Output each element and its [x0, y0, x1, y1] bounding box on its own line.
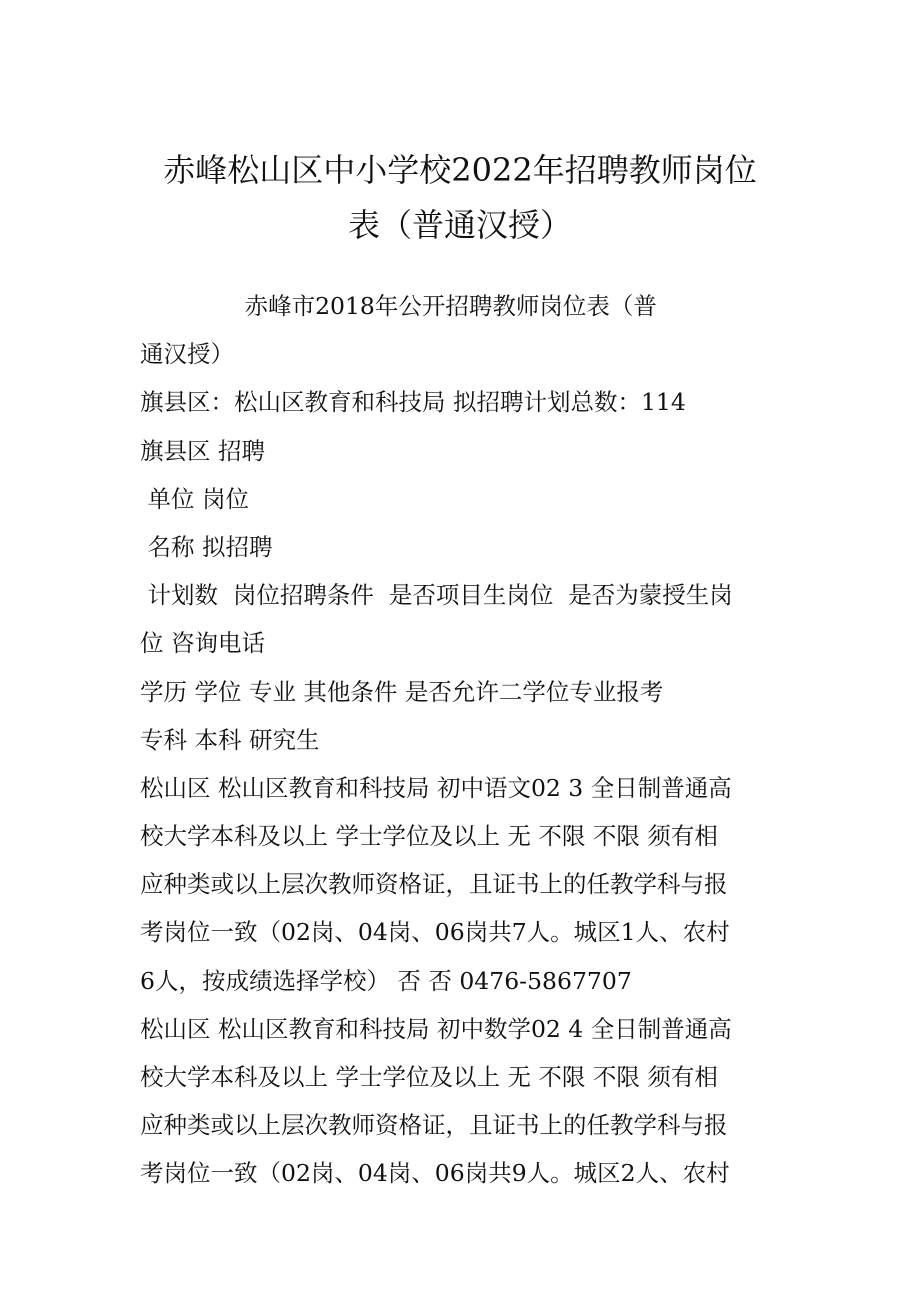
body-text-line: 校大学本科及以上 学士学位及以上 无 不限 不限 须有相 [140, 1063, 718, 1091]
body-text-line: 旗县区 招聘 [140, 436, 265, 465]
body-text-line: 校大学本科及以上 学士学位及以上 无 不限 不限 须有相 [140, 822, 718, 851]
body-text-line: 松山区 松山区教育和科技局 初中语文02 3 全日制普通高 [140, 773, 732, 802]
body-text-line: 6人，按成绩选择学校） 否 否 0476-5867707 [140, 966, 632, 995]
body-text-line: 应种类或以上层次教师资格证，且证书上的任教学科与报 [140, 1111, 728, 1140]
body-text-line: 专科 本科 研究生 [140, 725, 320, 754]
body-text-line: 松山区 松山区教育和科技局 初中数学02 4 全日制普通高 [140, 1014, 732, 1043]
body-text-line: 通汉授） [140, 340, 234, 369]
body-text-line: 计划数 岗位招聘条件 是否项目生岗位 是否为蒙授生岗 [140, 581, 733, 610]
body-text-line: 考岗位一致（02岗、04岗、06岗共7人。城区1人、农村 [140, 918, 730, 947]
body-text-line: 赤峰市2018年公开招聘教师岗位表（普 [140, 292, 657, 320]
body-text-line: 名称 拟招聘 [140, 532, 273, 561]
body-text-line: 旗县区：松山区教育和科技局 拟招聘计划总数：114 [140, 388, 686, 417]
body-text-line: 位 咨询电话 [140, 629, 265, 658]
body-text-line: 考岗位一致（02岗、04岗、06岗共9人。城区2人、农村 [140, 1159, 730, 1188]
body-text-line: 单位 岗位 [140, 484, 249, 513]
document-title-line-1: 赤峰松山区中小学校2022年招聘教师岗位 [163, 151, 757, 189]
body-text-line: 学历 学位 专业 其他条件 是否允许二学位专业报考 [140, 677, 664, 706]
document-title-line-2: 表（普通汉授） [347, 206, 572, 244]
body-text-line: 应种类或以上层次教师资格证，且证书上的任教学科与报 [140, 870, 728, 899]
document-body [140, 282, 790, 1198]
